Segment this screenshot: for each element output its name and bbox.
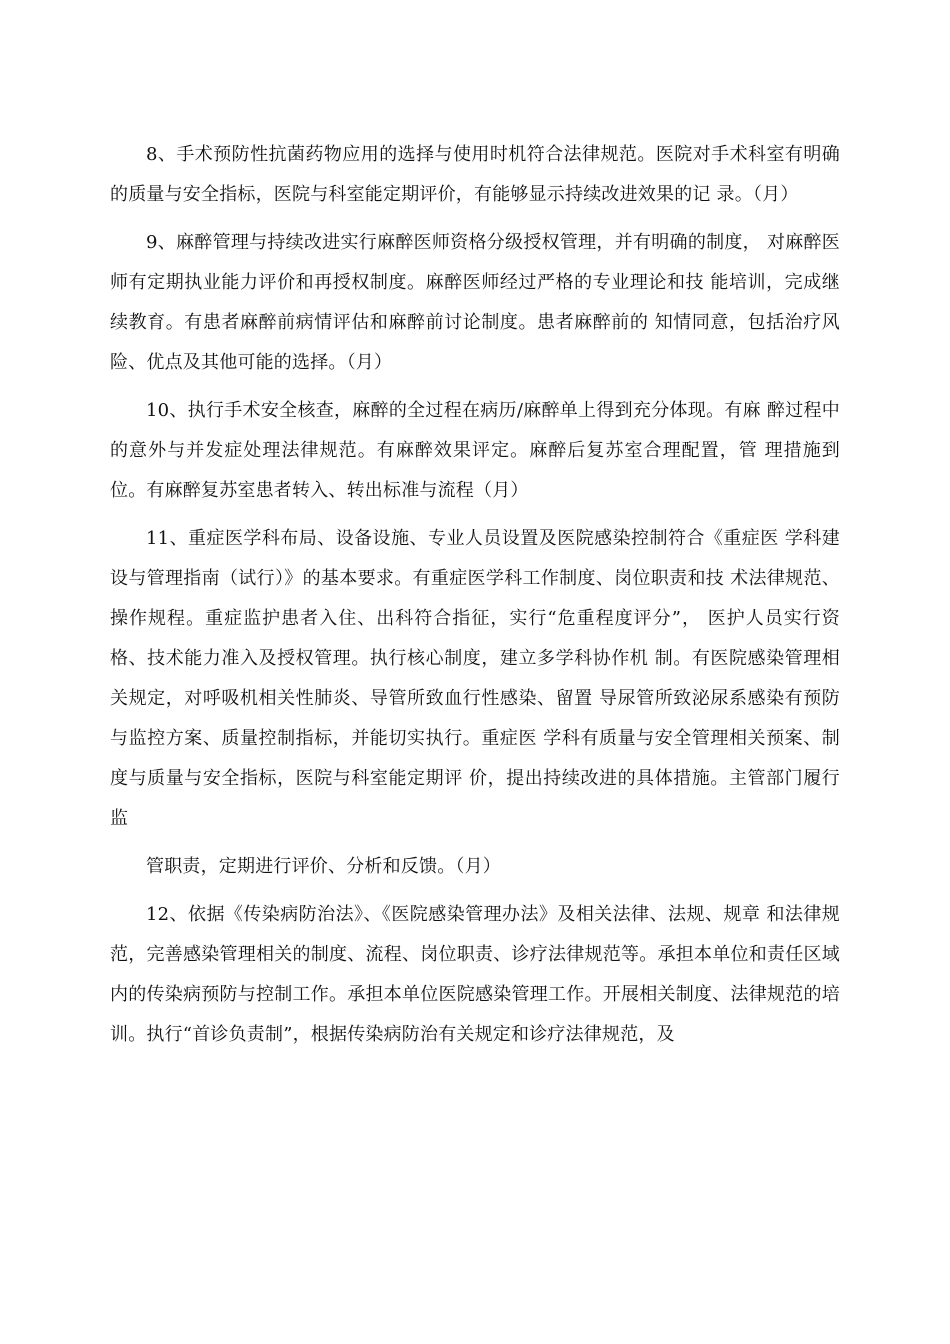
paragraph-item-9: 9、麻醉管理与持续改进实行麻醉医师资格分级授权管理，并有明确的制度， 对麻醉医师有定期执业能力评价和再授权制度。麻醉医师经过严格的专业理论和技 能培训，完成继续教育。有患者麻醉前病情评估和麻醉前讨论制度。患者麻醉前的 知情同意，包括治疗风险、优点及其他可能的选择。（月）	[110, 232, 840, 373]
paragraph-item-11-continued: 管职责，定期进行评价、分析和反馈。（月）	[146, 856, 501, 877]
paragraph-item-10: 10、执行手术安全核查，麻醉的全过程在病历/麻醉单上得到充分体现。有麻 醉过程中的意外与并发症处理法律规范。有麻醉效果评定。麻醉后复苏室合理配置，管 理措施到位。有麻醉复苏室患者转入、转出标准与流程（月）	[110, 400, 840, 501]
paragraph-item-8: 8、手术预防性抗菌药物应用的选择与使用时机符合法律规范。医院对手术科室有明确的质量与安全指标，医院与科室能定期评价，有能够显示持续改进效果的记 录。（月）	[110, 144, 840, 205]
document-body	[110, 135, 840, 1055]
paragraph-item-11: 11、重症医学科布局、设备设施、专业人员设置及医院感染控制符合《重症医 学科建设与管理指南（试行）》的基本要求。有重症医学科工作制度、岗位职责和技 术法律规范、操作规程。重症监护患者入住、出科符合指征，实行“危重程度评分”， 医护人员实行资格、技术能力准入及授权管理。执行核心制度，建立多学科协作机 制。有医院感染管理相关规定，对呼吸机相关性肺炎、导管所致血行性感染、留置 导尿管所致泌尿系感染有预防与监控方案、质量控制指标，并能切实执行。重症医 学科有质量与安全管理相关预案、制度与质量与安全指标，医院与科室能定期评 价，提出持续改进的具体措施。主管部门履行监	[110, 528, 840, 829]
paragraph-item-12: 12、依据《传染病防治法》、《医院感染管理办法》及相关法律、法规、规章 和法律规范，完善感染管理相关的制度、流程、岗位职责、诊疗法律规范等。承担本单位和责任区域内的传染病预防与控制工作。承担本单位医院感染管理工作。开展相关制度、法律规范的培训。执行“首诊负责制”，根据传染病防治有关规定和诊疗法律规范，及	[110, 904, 840, 1045]
